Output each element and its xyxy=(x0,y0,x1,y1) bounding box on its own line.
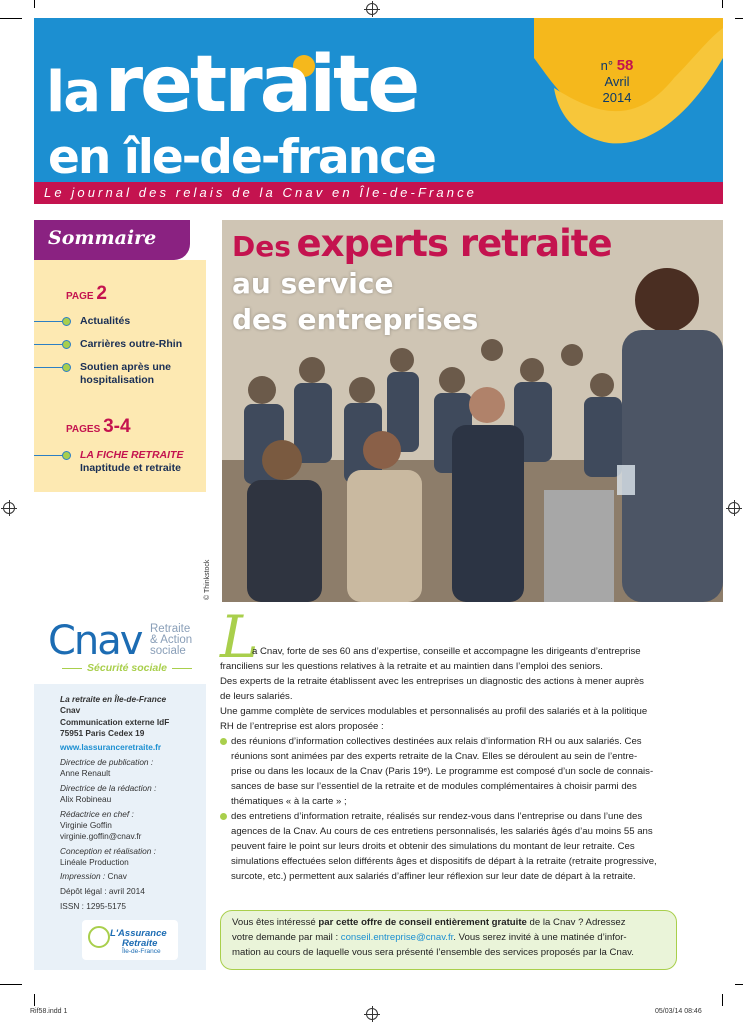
article-line: RH de l’entreprise est alors proposée : xyxy=(220,721,384,732)
imprint-dir-pub-label: Directrice de publication : xyxy=(60,757,154,767)
masthead xyxy=(34,18,723,182)
masthead-title-retraite: retraite xyxy=(104,40,418,130)
toc-page34-number: 3-4 xyxy=(103,416,131,437)
cover-photo xyxy=(222,220,723,602)
imprint-address: 75951 Paris Cedex 19 xyxy=(60,728,145,738)
toc-item-soutien[interactable] xyxy=(80,361,171,387)
article-line: des réunions d’information collectives destinées aux relais d’information RH ou aux salariés. Ces xyxy=(231,736,642,747)
imprint-depot: Dépôt légal : avril 2014 xyxy=(60,886,145,896)
article-line: de leurs salariés. xyxy=(220,691,293,702)
imprint-impression-value: Cnav xyxy=(107,871,127,881)
imprint-issn: ISSN : 1295-5175 xyxy=(60,901,126,911)
masthead-title-line2: en île-de-france xyxy=(48,130,435,182)
article-line: peuvent faire le point sur leurs droits et obtenir des simulations du montant de leur retraite. Ces xyxy=(231,841,635,852)
cnav-logo-subtitle: Sécurité sociale xyxy=(52,662,202,674)
registration-mark-icon xyxy=(366,3,378,15)
cnav-logo-side xyxy=(150,624,192,657)
sommaire-title: Sommaire xyxy=(48,227,157,249)
imprint-red-chef-label: Rédactrice en chef : xyxy=(60,809,134,819)
cnav-side-1: Retraite xyxy=(150,623,191,635)
callout-l1b: par cette offre de conseil entièrement gratuite xyxy=(318,917,527,928)
crop-mark xyxy=(722,994,723,1006)
toc-item-fiche-title: LA FICHE RETRAITE xyxy=(80,449,184,461)
footer-file-slug: Rif58.indd 1 xyxy=(30,1008,68,1015)
toc-item-soutien-line2: hospitalisation xyxy=(80,374,155,386)
headline-line2: au service xyxy=(232,267,394,300)
toc-page2-label xyxy=(66,283,107,305)
article-line: Des experts de la retraite établissent avec les entreprises un diagnostic des actions à mener auprès xyxy=(220,676,644,687)
tagline: Le journal des relais de la Cnav en Île-de-France xyxy=(34,182,723,204)
headline-des: Des xyxy=(232,230,291,263)
article-line: réunions sont animées par des experts retraite de la Cnav. Elles se déroulent au sein de l’entre- xyxy=(231,751,638,762)
toc-bullet-icon xyxy=(62,451,71,460)
callout-line1 xyxy=(232,915,626,930)
article-line: agences de la Cnav. Au cours de ces entretiens personnalisés, les salariés âgés d’au moins 55 ans xyxy=(231,826,653,837)
article-line: simulations effectuées selon différents âges et dispositifs de départ à la retraite (retraite progressive, xyxy=(231,856,657,867)
callout-l2c: . Vous serez invité à une matinée d’infor- xyxy=(453,932,627,943)
cnav-logo: Cnav xyxy=(48,618,142,664)
issue-number: 58 xyxy=(616,57,634,74)
cnav-side-2: & Action xyxy=(150,634,193,646)
article-line: prise ou dans les locaux de la Cnav (Paris 19ᵉ). Le programme est composé d’un socle de connais- xyxy=(231,766,654,777)
masthead-title-la: la xyxy=(46,60,99,125)
article-line: sances de base sur l’essentiel de la retraite et de modules complémentaires à choisir parmi des xyxy=(231,781,637,792)
registration-mark-icon xyxy=(366,1008,378,1020)
imprint-red-chef-email[interactable]: virginie.goffin@cnav.fr xyxy=(60,831,142,841)
toc-page2-number: 2 xyxy=(96,283,107,304)
callout-l1a: Vous êtes intéressé xyxy=(232,917,319,928)
crop-mark xyxy=(735,18,743,19)
imprint-dir-red: Alix Robineau xyxy=(60,794,112,804)
toc-item-fiche[interactable] xyxy=(80,449,183,475)
imprint-dir-red-label: Directrice de la rédaction : xyxy=(60,783,157,793)
imprint-dept: Communication externe IdF xyxy=(60,717,170,727)
toc-item-soutien-line1: Soutien après une xyxy=(80,361,172,373)
registration-mark-icon xyxy=(3,502,15,514)
imprint-impression-label: Impression : xyxy=(60,871,106,881)
imprint-org: Cnav xyxy=(60,705,81,715)
photo-credit: © Thinkstock xyxy=(204,559,211,600)
masthead-title-line1 xyxy=(46,40,417,130)
toc-connector xyxy=(34,321,64,322)
crop-mark xyxy=(34,994,35,1006)
article-line: a Cnav, forte de ses 60 ans d’expertise, conseille et accompagne les dirigeants d’entreprise xyxy=(252,646,641,657)
assurance-retraite-logo xyxy=(82,920,178,960)
cnav-side-3: sociale xyxy=(150,645,186,657)
bullet-icon xyxy=(220,738,227,745)
toc-bullet-icon xyxy=(62,363,71,372)
toc-bullet-icon xyxy=(62,317,71,326)
registration-mark-icon xyxy=(728,502,740,514)
crop-mark xyxy=(0,984,22,985)
article-line: des entretiens d’information retraite, réalisés sur rendez-vous dans l’entreprise ou dans l’une des xyxy=(231,811,643,822)
toc-page34-prefix: PAGES xyxy=(66,424,101,435)
crop-mark xyxy=(34,0,35,8)
callout-email-link[interactable]: conseil.entreprise@cnav.fr xyxy=(340,932,454,943)
issue-year: 2014 xyxy=(602,90,632,105)
imprint-conception: Linéale Production xyxy=(60,857,129,867)
callout-l1c: de la Cnav ? Adressez xyxy=(526,917,626,928)
crop-mark xyxy=(0,18,22,19)
headline-line3: des entreprises xyxy=(232,303,479,336)
headline-line1 xyxy=(232,222,612,265)
callout-line3: mation au cours de laquelle vous sera présenté l’ensemble des services proposés par la Cnav. xyxy=(232,947,634,958)
article-line: franciliens sur les questions relatives à la retraite et au maintien dans l’emploi des seniors. xyxy=(220,661,603,672)
toc-connector xyxy=(34,455,64,456)
assurance-logo-circle-icon xyxy=(88,926,110,948)
issue-month: Avril xyxy=(604,74,630,89)
assurance-logo-line2: Retraite xyxy=(122,938,158,949)
toc-page2-prefix: PAGE xyxy=(66,291,94,302)
toc-item-carrieres[interactable]: Carrières outre-Rhin xyxy=(80,338,183,350)
crop-mark xyxy=(722,0,723,8)
toc-connector xyxy=(34,344,64,345)
issue-badge xyxy=(587,58,647,106)
imprint-website-link[interactable]: www.lassuranceretraite.fr xyxy=(60,742,162,752)
article-line: Une gamme complète de services modulables et personnalisés au profil des salariés et à la politique xyxy=(220,706,648,717)
sommaire-header xyxy=(34,220,190,260)
imprint-pub-title: La retraite en Île-de-France xyxy=(60,694,167,704)
toc-page34-label xyxy=(66,416,131,438)
imprint-impression xyxy=(60,871,127,881)
article-line: surcote, etc.) permettent aux salariés d’affiner leur réflexion sur leur date de départ à la retraite. xyxy=(231,871,636,882)
article-line: thématiques « à la carte » ; xyxy=(231,796,347,807)
assurance-logo-line3: Île-de-France xyxy=(122,948,161,955)
toc-connector xyxy=(34,367,64,368)
toc-bullet-icon xyxy=(62,340,71,349)
imprint-dir-pub: Anne Renault xyxy=(60,768,111,778)
bullet-icon xyxy=(220,813,227,820)
assurance-logo-line1: L'Assurance xyxy=(110,928,167,939)
headline-line2-3 xyxy=(232,266,478,338)
article-dropcap: L xyxy=(220,603,259,671)
headline-experts: experts retraite xyxy=(296,222,612,265)
toc-item-actualites[interactable]: Actualités xyxy=(80,315,131,327)
callout-l2a: votre demande par mail : xyxy=(232,932,341,943)
imprint-conception-label: Conception et réalisation : xyxy=(60,846,156,856)
crop-mark xyxy=(735,984,743,985)
callout-line2 xyxy=(232,930,627,945)
footer-date-slug: 05/03/14 08:46 xyxy=(655,1008,702,1015)
toc-item-fiche-sub: Inaptitude et retraite xyxy=(80,462,181,474)
imprint-red-chef: Virginie Goffin xyxy=(60,820,112,830)
issue-prefix: n° xyxy=(600,58,614,73)
